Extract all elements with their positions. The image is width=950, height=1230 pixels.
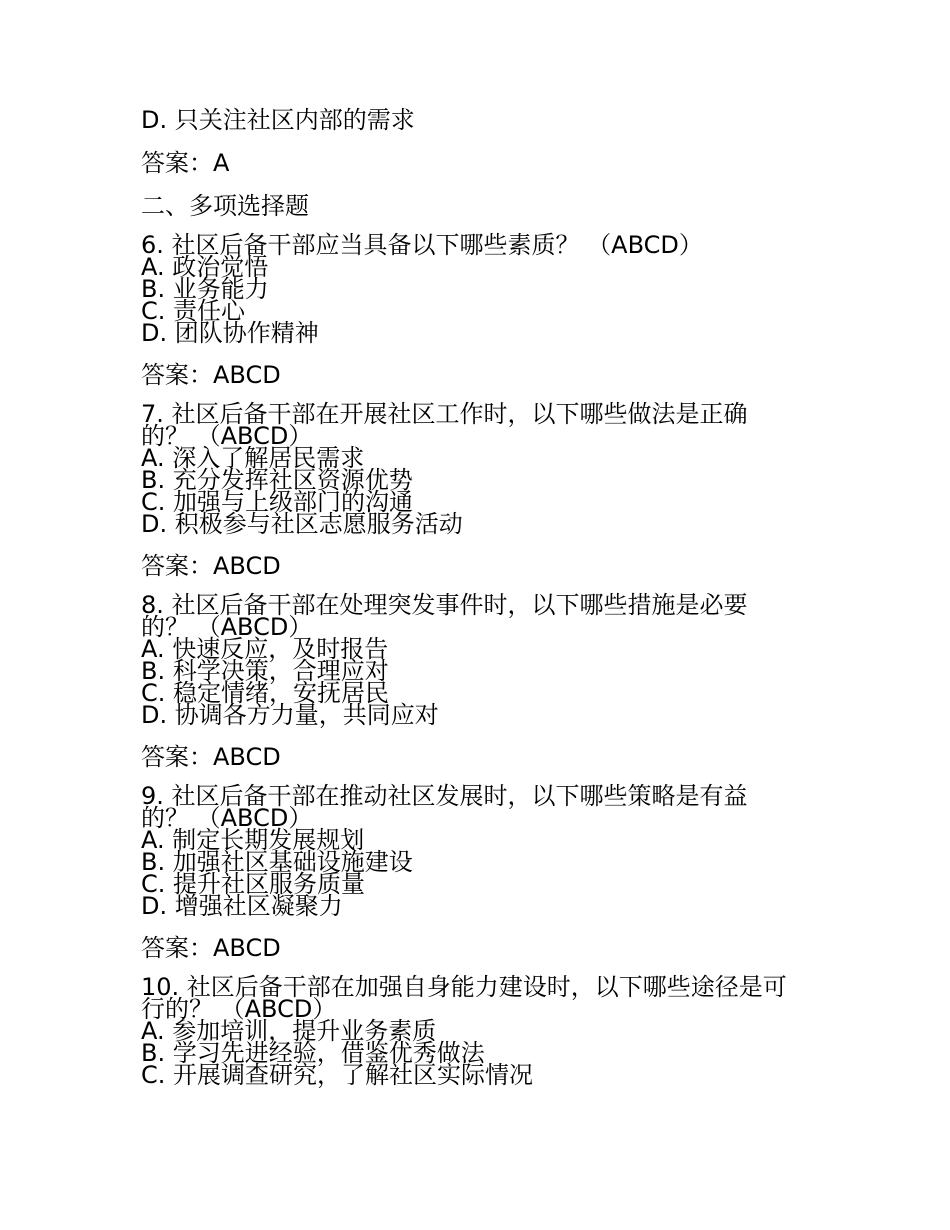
option-c: C. 稳定情绪，安抚居民 [141,679,390,707]
question-6 [141,231,841,347]
question-9 [141,782,841,920]
option-c: C. 加强与上级部门的沟通 [141,488,414,516]
question-text-line-2: 行的？ （ABCD） [141,995,337,1023]
option-c: C. 提升社区服务质量 [141,870,366,898]
option-a: A. 制定长期发展规划 [141,826,365,854]
answer-8: 答案：ABCD [141,743,281,771]
question-text-line-2: 的？ （ABCD） [141,613,313,641]
option-d: D. 协调各方力量，共同应对 [141,701,439,729]
option-d: D. 团队协作精神 [141,319,319,347]
question-10 [141,973,841,1089]
option-b: B. 业务能力 [141,275,269,303]
section-heading: 二、多项选择题 [141,192,309,220]
question-text-line-1: 7. 社区后备干部在开展社区工作时，以下哪些做法是正确 [141,400,748,428]
option-a: A. 快速反应，及时报告 [141,635,389,663]
option-a: A. 政治觉悟 [141,253,269,281]
question-text-line-1: 8. 社区后备干部在处理突发事件时，以下哪些措施是必要 [141,591,748,619]
question-text-line-1: 9. 社区后备干部在推动社区发展时，以下哪些策略是有益 [141,782,748,810]
question-7 [141,400,841,538]
option-a: A. 深入了解居民需求 [141,444,365,472]
option-d: D. 增强社区凝聚力 [141,892,343,920]
option-c: C. 开展调查研究，了解社区实际情况 [141,1061,534,1089]
option-c: C. 责任心 [141,297,246,325]
answer-6: 答案：ABCD [141,361,281,389]
question-text-line-2: 的？ （ABCD） [141,804,313,832]
answer-previous: 答案：A [141,149,230,177]
option-b: B. 加强社区基础设施建设 [141,848,413,876]
option-b: B. 科学决策，合理应对 [141,657,389,685]
question-text-line-2: 的？ （ABCD） [141,422,313,450]
option-b: B. 充分发挥社区资源优势 [141,466,413,494]
answer-7: 答案：ABCD [141,552,281,580]
question-text-line-1: 10. 社区后备干部在加强自身能力建设时，以下哪些途径是可 [141,973,787,1001]
question-text: 6. 社区后备干部应当具备以下哪些素质？ （ABCD） [141,231,703,259]
answer-9: 答案：ABCD [141,934,281,962]
option-a: A. 参加培训，提升业务素质 [141,1017,437,1045]
question-8 [141,591,841,729]
option-d: D. 积极参与社区志愿服务活动 [141,510,463,538]
option-b: B. 学习先进经验，借鉴优秀做法 [141,1039,485,1067]
document-page [141,105,841,1089]
option-d-previous: D. 只关注社区内部的需求 [141,106,415,134]
